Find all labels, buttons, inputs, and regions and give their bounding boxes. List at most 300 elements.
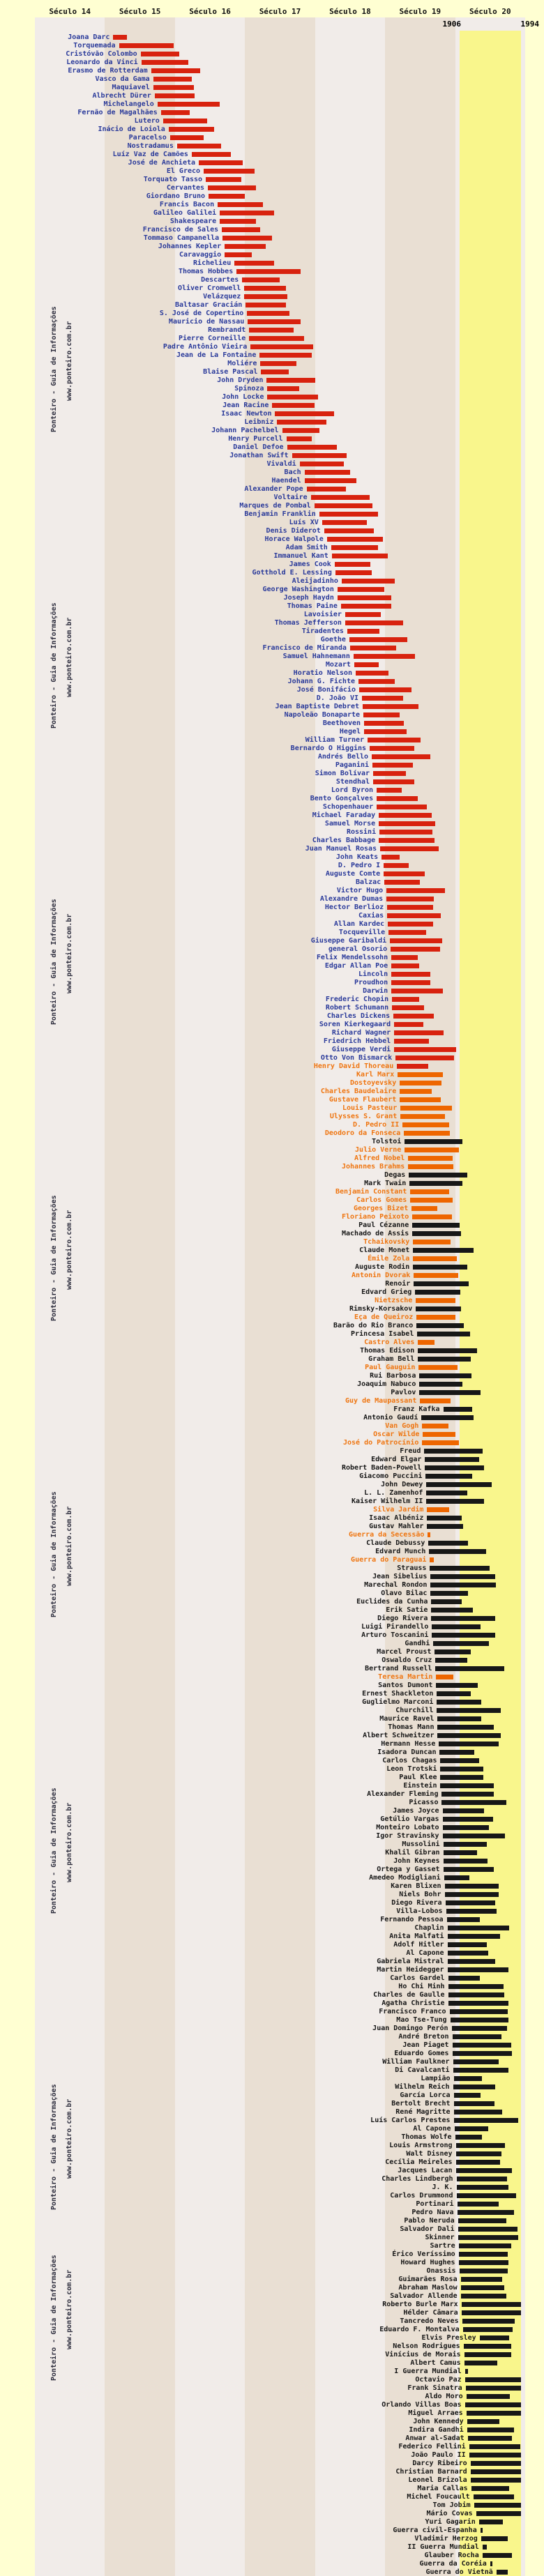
lifespan-bar xyxy=(379,830,432,834)
century-label: Século 18 xyxy=(329,7,371,16)
person-label: Eduardo Gomes xyxy=(394,2050,449,2057)
sidebar-watermark-url: www.ponteiro.com.br xyxy=(66,617,73,697)
person-label: Robert Schumann xyxy=(325,1004,389,1012)
person-label: Al Capone xyxy=(413,2125,451,2133)
person-label: Castro Alves xyxy=(364,1339,415,1346)
person-label: Bertrand Russell xyxy=(365,1665,432,1672)
lifespan-bar xyxy=(461,2277,502,2282)
person-label: Beethoven xyxy=(322,719,361,727)
lifespan-bar xyxy=(453,2034,501,2039)
person-label: Louis Armstrong xyxy=(389,2142,453,2149)
person-label: Jean Piaget xyxy=(402,2041,449,2049)
lifespan-bar xyxy=(379,838,435,843)
person-label: Princesa Isabel xyxy=(351,1330,414,1338)
lifespan-bar xyxy=(319,512,378,517)
lifespan-bar xyxy=(426,1499,483,1504)
person-label: Miguel Arraes xyxy=(408,2409,463,2417)
lifespan-bar xyxy=(432,1633,494,1638)
lifespan-bar xyxy=(324,528,374,533)
person-label: Pavlov xyxy=(391,1389,416,1396)
lifespan-bar xyxy=(456,2168,512,2173)
lifespan-bar xyxy=(466,2386,521,2391)
lifespan-bar xyxy=(467,2419,499,2424)
lifespan-bar xyxy=(471,2478,521,2483)
person-label: S. José de Copertino xyxy=(159,310,244,317)
person-label: Maurice Ravel xyxy=(379,1715,435,1723)
lifespan-bar xyxy=(430,1574,494,1579)
person-label: Albert Schweitzer xyxy=(363,1732,435,1739)
lifespan-bar xyxy=(413,1265,467,1270)
lifespan-bar xyxy=(220,219,256,224)
person-label: Benjamin Constant xyxy=(335,1188,407,1196)
lifespan-bar xyxy=(425,1457,478,1462)
lifespan-bar xyxy=(408,1156,452,1161)
lifespan-bar xyxy=(204,169,255,174)
lifespan-bar xyxy=(390,938,442,943)
lifespan-bar xyxy=(424,1449,482,1454)
lifespan-bar xyxy=(225,252,252,257)
lifespan-bar xyxy=(414,1281,468,1286)
person-label: Torquemada xyxy=(73,42,116,49)
lifespan-bar xyxy=(305,478,356,483)
lifespan-bar xyxy=(245,303,285,307)
lifespan-bar xyxy=(141,52,179,56)
lifespan-bar xyxy=(481,2528,483,2533)
person-label: Giordano Bruno xyxy=(146,192,206,200)
lifespan-bar xyxy=(384,863,409,868)
person-label: Hegel xyxy=(339,728,361,736)
lifespan-bar xyxy=(342,579,395,584)
person-label: Churchill xyxy=(395,1707,434,1714)
lifespan-bar xyxy=(458,2202,499,2207)
person-label: Thomas Jefferson xyxy=(274,619,342,627)
person-label: Henry Purcell xyxy=(228,435,283,443)
person-label: Friedrich Hebbel xyxy=(323,1037,391,1045)
lifespan-bar xyxy=(453,2068,508,2073)
person-label: Joseph Haydn xyxy=(283,594,334,602)
person-label: Tancredo Neves xyxy=(400,2317,459,2325)
lifespan-bar xyxy=(469,2453,521,2457)
person-label: Jean de La Fontaine xyxy=(176,351,257,359)
lifespan-bar xyxy=(483,2545,487,2550)
person-label: Francisco de Miranda xyxy=(262,644,347,652)
lifespan-bar xyxy=(206,177,241,182)
person-label: Guerra da Coréia xyxy=(419,2560,487,2568)
lifespan-bar xyxy=(356,671,388,676)
person-label: Silva Jardim xyxy=(373,1506,424,1514)
person-label: William Turner xyxy=(305,736,365,744)
lifespan-bar xyxy=(419,1373,471,1378)
person-label: Johannes Kepler xyxy=(158,243,222,250)
lifespan-bar xyxy=(423,1432,455,1437)
lifespan-bar xyxy=(249,336,303,341)
lifespan-bar xyxy=(417,1332,469,1336)
lifespan-bar xyxy=(456,2143,505,2148)
person-label: Edgar Allan Poe xyxy=(324,962,388,970)
person-label: Thomas Wolfe xyxy=(401,2133,452,2141)
person-label: Alfred Nobel xyxy=(354,1154,405,1162)
person-label: René Magritte xyxy=(395,2108,451,2116)
person-label: Diego Rivera xyxy=(391,1899,442,1907)
person-label: Immanuel Kant xyxy=(273,552,328,560)
lifespan-bar xyxy=(448,1951,488,1956)
person-label: Lord Byron xyxy=(331,786,374,794)
lifespan-bar xyxy=(461,2285,504,2290)
person-label: Niels Bohr xyxy=(399,1891,441,1898)
person-label: José de Anchieta xyxy=(128,159,195,167)
lifespan-bar xyxy=(467,2428,514,2432)
lifespan-bar xyxy=(311,495,370,500)
person-label: Torquato Tasso xyxy=(143,176,203,183)
person-label: Amedeo Modigliani xyxy=(369,1874,441,1882)
lifespan-bar xyxy=(447,1917,480,1922)
lifespan-bar xyxy=(437,1708,500,1713)
person-label: Jonathan Swift xyxy=(229,452,289,459)
person-label: Charles Babbage xyxy=(312,837,376,844)
person-label: Érico Veríssimo xyxy=(392,2250,455,2258)
lifespan-bar xyxy=(425,1465,483,1470)
lifespan-bar xyxy=(364,721,404,726)
person-label: Di Cavalcanti xyxy=(395,2066,450,2074)
lifespan-bar xyxy=(448,1992,504,1997)
person-label: Descartes xyxy=(201,276,239,284)
lifespan-bar xyxy=(439,1750,474,1755)
lifespan-bar xyxy=(462,2319,515,2324)
lifespan-bar xyxy=(364,729,407,734)
lifespan-bar xyxy=(220,211,274,215)
lifespan-bar xyxy=(119,43,174,48)
lifespan-bar xyxy=(379,813,432,818)
lifespan-bar xyxy=(394,1030,443,1035)
lifespan-bar xyxy=(418,1365,457,1370)
lifespan-bar xyxy=(377,788,402,793)
lifespan-bar xyxy=(457,2193,516,2198)
lifespan-bar xyxy=(391,963,419,968)
person-label: Pedro Nava xyxy=(411,2209,454,2216)
lifespan-bar xyxy=(441,1800,506,1805)
lifespan-bar xyxy=(394,1022,423,1027)
lifespan-bar xyxy=(113,35,126,40)
lifespan-bar xyxy=(454,2093,481,2098)
lifespan-bar xyxy=(459,2243,511,2248)
lifespan-bar xyxy=(480,2335,509,2340)
lifespan-bar xyxy=(456,2151,501,2156)
lifespan-bar xyxy=(409,1181,462,1186)
person-label: Carlos Chagas xyxy=(382,1757,437,1765)
person-label: Francisco de Sales xyxy=(142,226,219,234)
person-label: Rui Barbosa xyxy=(370,1372,416,1380)
person-label: Denis Diderot xyxy=(266,527,321,535)
person-label: Paganini xyxy=(335,761,370,769)
lifespan-bar xyxy=(416,1306,460,1311)
person-label: Albrecht Dürer xyxy=(92,92,151,100)
lifespan-bar xyxy=(457,2177,507,2181)
lifespan-bar xyxy=(465,2402,521,2407)
person-label: Albert Camus xyxy=(410,2359,461,2367)
person-label: Joana Darc xyxy=(68,33,110,41)
lifespan-bar xyxy=(250,344,312,349)
person-label: Juan Domingo Perón xyxy=(372,2025,448,2032)
person-label: Howard Hughes xyxy=(400,2259,455,2266)
person-label: Vasco da Gama xyxy=(95,75,150,83)
person-label: Gandhi xyxy=(405,1640,430,1647)
person-label: Inácio de Loiola xyxy=(98,125,165,133)
person-label: Auguste Comte xyxy=(325,870,381,878)
person-label: Tocqueville xyxy=(338,929,386,936)
sidebar-watermark-url: www.ponteiro.com.br xyxy=(66,1210,73,1290)
century-label: Século 15 xyxy=(119,7,161,16)
lifespan-bar xyxy=(435,1658,467,1663)
person-label: Van Gogh xyxy=(385,1422,419,1430)
lifespan-bar xyxy=(259,353,311,358)
lifespan-bar xyxy=(448,1934,500,1939)
person-label: Johann Pachelbel xyxy=(211,427,279,434)
lifespan-bar xyxy=(151,68,200,73)
lifespan-bar xyxy=(222,236,272,241)
lifespan-bar xyxy=(287,445,337,450)
person-label: Teresa Martin xyxy=(378,1673,433,1681)
lifespan-bar xyxy=(443,1825,489,1830)
lifespan-bar xyxy=(153,77,192,82)
lifespan-bar xyxy=(386,897,434,901)
lifespan-bar xyxy=(277,420,326,425)
person-label: Tiradentes xyxy=(301,627,344,635)
lifespan-bar xyxy=(260,361,296,366)
person-label: Mark Twain xyxy=(364,1180,407,1187)
lifespan-bar xyxy=(153,85,194,90)
person-label: Elvis Presley xyxy=(421,2334,476,2342)
sidebar-watermark-title: Ponteiro - Guia de Informações xyxy=(50,1788,58,1914)
person-label: Euclides da Cunha xyxy=(356,1598,428,1606)
lifespan-bar xyxy=(497,2570,508,2575)
person-label: Guglielmo Marconi xyxy=(362,1698,434,1706)
lifespan-bar xyxy=(439,1742,498,1746)
lifespan-bar xyxy=(155,93,195,98)
lifespan-bar xyxy=(443,1817,493,1822)
person-label: Galileo Galilei xyxy=(153,209,217,217)
person-label: Fernando Pessoa xyxy=(380,1916,444,1923)
person-label: Ho Chi Minh xyxy=(398,1983,445,1990)
lifespan-bar xyxy=(331,545,378,550)
person-label: Thomas Mann xyxy=(388,1723,435,1731)
person-label: Nietzsche xyxy=(375,1297,413,1304)
lifespan-bar xyxy=(448,1959,495,1964)
person-label: Rimsky-Korsakov xyxy=(349,1305,413,1313)
lifespan-bar xyxy=(266,378,315,383)
person-label: Thomas Edison xyxy=(360,1347,415,1355)
lifespan-bar xyxy=(372,763,413,768)
lifespan-bar xyxy=(170,135,204,140)
lifespan-bar xyxy=(397,1064,428,1069)
person-label: Voltaire xyxy=(273,494,308,501)
lifespan-bar xyxy=(462,2310,521,2315)
person-label: Ortega y Gasset xyxy=(377,1866,440,1873)
lifespan-bar xyxy=(405,1148,458,1152)
sidebar-watermark-url: www.ponteiro.com.br xyxy=(66,1802,73,1882)
person-label: Samuel Morse xyxy=(324,820,376,828)
lifespan-bar xyxy=(445,1884,499,1889)
lifespan-bar xyxy=(425,1474,471,1479)
person-label: Andrés Bello xyxy=(317,753,369,761)
person-label: Pierre Corneille xyxy=(178,335,246,342)
lifespan-bar xyxy=(395,1055,453,1060)
person-label: Yuri Gagarin xyxy=(425,2518,476,2526)
person-label: Mussolini xyxy=(402,1840,440,1848)
lifespan-bar xyxy=(386,888,444,893)
lifespan-bar xyxy=(476,2511,521,2516)
person-label: Marques de Pombal xyxy=(239,502,311,510)
lifespan-bar xyxy=(400,1106,451,1111)
lifespan-bar xyxy=(455,2126,488,2131)
lifespan-bar xyxy=(387,905,433,910)
lifespan-bar xyxy=(381,855,400,860)
lifespan-bar xyxy=(448,1967,508,1972)
person-label: Degas xyxy=(384,1171,406,1179)
lifespan-bar xyxy=(416,1315,455,1320)
lifespan-bar xyxy=(388,930,426,935)
lifespan-bar xyxy=(444,1850,477,1855)
lifespan-bar xyxy=(448,1942,487,1947)
lifespan-bar xyxy=(377,805,427,809)
lifespan-bar xyxy=(440,1767,483,1771)
lifespan-bar xyxy=(444,1842,487,1847)
lifespan-bar xyxy=(460,2269,508,2273)
lifespan-bar xyxy=(315,503,372,508)
lifespan-bar xyxy=(463,2327,513,2332)
person-label: general Osorio xyxy=(328,945,388,953)
person-label: Maquiavel xyxy=(112,84,150,91)
lifespan-bar xyxy=(242,277,280,282)
lifespan-bar xyxy=(427,1507,448,1512)
person-label: Guerra da Secessão xyxy=(349,1531,425,1539)
person-label: Velázquez xyxy=(203,293,241,300)
band-end-year: 1994 xyxy=(520,20,539,29)
lifespan-bar xyxy=(413,1256,456,1261)
person-label: Gotthold E. Lessing xyxy=(252,569,332,577)
lifespan-bar xyxy=(400,1114,444,1119)
lifespan-bar xyxy=(433,1641,488,1646)
person-label: Bento Gonçalves xyxy=(310,795,374,802)
lifespan-bar xyxy=(422,1440,458,1445)
lifespan-bar xyxy=(457,2185,508,2190)
person-label: Anwar al-Sadat xyxy=(405,2434,464,2442)
lifespan-bar xyxy=(379,821,435,826)
lifespan-bar xyxy=(345,612,381,617)
person-label: Adam Smith xyxy=(285,544,328,551)
person-label: Aldo Moro xyxy=(425,2393,463,2400)
lifespan-bar xyxy=(422,1424,448,1428)
person-label: Paul Cézanne xyxy=(358,1221,409,1229)
lifespan-bar xyxy=(347,629,379,634)
person-label: Victor Hugo xyxy=(336,887,384,894)
person-label: Federico Fellini xyxy=(398,2443,466,2451)
person-label: George Washington xyxy=(262,586,334,593)
lifespan-bar xyxy=(432,1624,480,1629)
lifespan-bar xyxy=(454,2076,482,2081)
person-label: Mao Tse-Tung xyxy=(396,2016,447,2024)
lifespan-bar xyxy=(384,871,425,876)
lifespan-bar xyxy=(391,972,430,977)
lifespan-bar xyxy=(177,144,221,148)
person-label: Samuel Hahnemann xyxy=(282,653,350,660)
lifespan-bar xyxy=(448,1926,509,1930)
person-label: Mário Covas xyxy=(426,2510,473,2517)
person-label: James Joyce xyxy=(393,1807,439,1815)
lifespan-bar xyxy=(469,2444,520,2449)
person-label: Einstein xyxy=(403,1782,437,1790)
person-label: Cervantes xyxy=(166,184,205,192)
person-label: John Keats xyxy=(335,853,379,861)
person-label: Machado de Assis xyxy=(341,1230,409,1237)
lifespan-bar xyxy=(387,913,441,918)
person-label: Salvador Dali xyxy=(400,2225,455,2233)
person-label: Leibniz xyxy=(244,418,274,426)
lifespan-bar xyxy=(443,1834,505,1838)
lifespan-bar xyxy=(341,604,391,609)
person-label: Al Capone xyxy=(406,1949,444,1957)
lifespan-bar xyxy=(419,1382,462,1387)
person-label: Aleijadinho xyxy=(292,577,338,585)
lifespan-bar xyxy=(261,369,288,374)
person-label: Luís XV xyxy=(289,519,319,526)
person-label: Juan Manuel Rosas xyxy=(305,845,377,853)
lifespan-bar xyxy=(338,595,391,600)
lifespan-bar xyxy=(418,1340,435,1345)
person-label: Julio Verne xyxy=(355,1146,402,1154)
lifespan-bar xyxy=(481,2536,508,2541)
person-label: Michel Foucault xyxy=(407,2493,470,2501)
person-label: Shakespeare xyxy=(169,218,217,225)
person-label: Johannes Brahms xyxy=(341,1163,405,1171)
person-label: Claude Monet xyxy=(359,1247,410,1254)
person-label: Stendhal xyxy=(335,778,370,786)
person-label: D. Pedro I xyxy=(338,862,381,869)
person-label: Charles Baudelaire xyxy=(320,1088,397,1095)
person-label: Haendel xyxy=(271,477,301,485)
person-label: Horace Walpole xyxy=(264,535,324,543)
lifespan-bar xyxy=(413,1240,450,1244)
person-label: Bach xyxy=(284,468,301,476)
person-label: Giuseppe Verdi xyxy=(331,1046,391,1053)
sidebar-watermark-title: Ponteiro - Guia de Informações xyxy=(50,306,58,432)
lifespan-bar xyxy=(335,570,372,575)
person-label: Marechal Rondon xyxy=(364,1581,428,1589)
person-label: Adolf Hitler xyxy=(393,1941,444,1949)
person-label: Kaiser Wilhelm II xyxy=(352,1497,423,1505)
person-label: Jean Sibelius xyxy=(372,1573,428,1580)
lifespan-bar xyxy=(458,2227,517,2232)
person-label: II Guerra Mundial xyxy=(407,2543,479,2551)
person-label: Agatha Christie xyxy=(381,1999,445,2007)
lifespan-bar xyxy=(373,779,414,784)
person-label: Martin Heidegger xyxy=(377,1966,444,1974)
lifespan-bar xyxy=(420,1398,450,1403)
person-label: Eça de Queiroz xyxy=(354,1313,414,1321)
person-label: Anita Malfati xyxy=(389,1933,444,1940)
person-label: Luís Carlos Prestes xyxy=(370,2117,451,2124)
person-label: Charles Dickens xyxy=(326,1012,391,1020)
sidebar-watermark-url: www.ponteiro.com.br xyxy=(66,321,73,401)
person-label: Antonin Dvorak xyxy=(352,1272,411,1279)
lifespan-bar xyxy=(292,453,347,458)
person-label: Mauricio de Nassau xyxy=(168,318,245,326)
person-label: Rossini xyxy=(346,828,377,836)
lifespan-bar xyxy=(427,1524,462,1529)
person-label: Glauber Rocha xyxy=(424,2552,479,2559)
lifespan-bar xyxy=(437,1716,481,1721)
lifespan-bar xyxy=(451,2018,508,2022)
lifespan-bar xyxy=(413,1248,473,1253)
